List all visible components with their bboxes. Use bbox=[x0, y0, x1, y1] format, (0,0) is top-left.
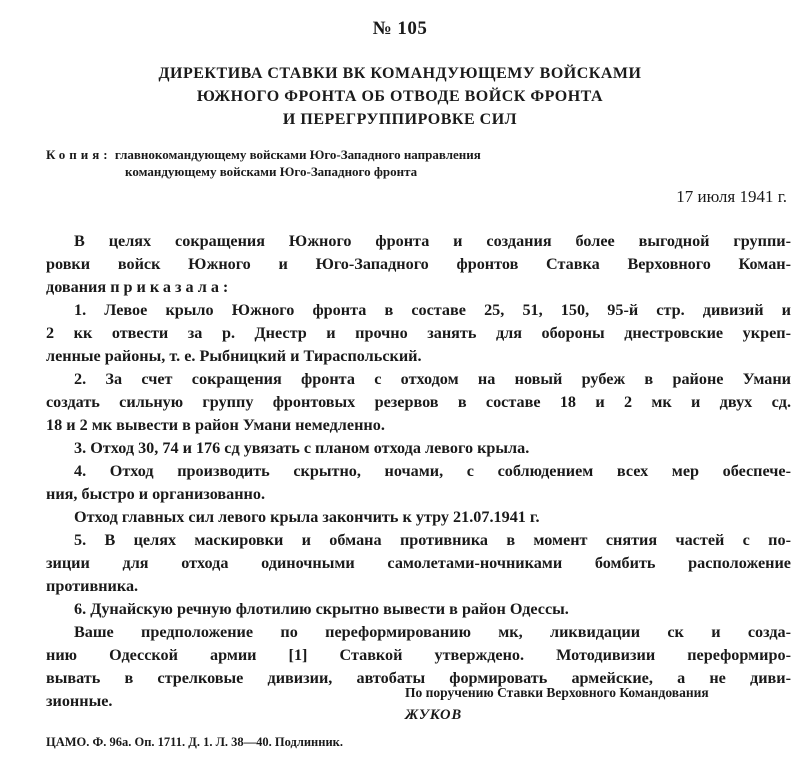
body-line: Ваше предположение по переформированию мк, ликвидации ск и созда- bbox=[74, 623, 791, 641]
body-line: зиции для отхода одиночными самолетами-ночниками бомбить расположение bbox=[46, 554, 791, 572]
body-line: Отход главных сил левого крыла закончить к утру 21.07.1941 г. bbox=[74, 508, 540, 526]
body-line: создать сильную группу фронтовых резервов в составе 18 и 2 мк и двух сд. bbox=[46, 393, 791, 411]
document-number: № 105 bbox=[372, 18, 428, 39]
body-line: 18 и 2 мк вывести в район Умани немедленно. bbox=[46, 416, 385, 434]
body-line: ленные районы, т. е. Рыбницкий и Тираспольский. bbox=[46, 347, 422, 365]
body-line: ровки войск Южного и Юго-Западного фронтов Ставка Верховного Коман- bbox=[46, 255, 791, 273]
body-line: 3. Отход 30, 74 и 176 сд увязать с планом отхода левого крыла. bbox=[74, 439, 530, 457]
signature-block bbox=[405, 682, 795, 726]
body-line: вывать в стрелковые дивизии, автобаты формировать армейские, а не диви- bbox=[46, 669, 791, 687]
document-title bbox=[0, 62, 800, 131]
document-body bbox=[46, 230, 791, 713]
title-line: ДИРЕКТИВА СТАВКИ ВК КОМАНДУЮЩЕМУ ВОЙСКАМИ bbox=[158, 65, 642, 82]
body-line: 6. Дунайскую речную флотилию скрытно вывести в район Одессы. bbox=[74, 600, 569, 618]
body-line: 5. В целях маскировки и обмана противника в момент снятия частей с по- bbox=[74, 531, 791, 549]
copy-recipient: командующему войсками Юго-Западного фронта bbox=[125, 164, 418, 179]
body-line: зионные. bbox=[46, 692, 113, 710]
body-line: 2 кк отвести за р. Днестр и прочно занять для обороны днестровские укреп- bbox=[46, 324, 791, 342]
document-date: 17 июля 1941 г. bbox=[676, 187, 787, 206]
copy-recipient: главнокомандующему войсками Юго-Западного направления bbox=[114, 147, 481, 162]
body-line bbox=[46, 276, 791, 299]
copy-recipients bbox=[46, 146, 766, 180]
body-line: 2. За счет сокращения фронта с отходом на новый рубеж в районе Умани bbox=[74, 370, 791, 388]
orders-word: приказала: bbox=[110, 278, 233, 296]
body-text-fragment: дования bbox=[46, 278, 111, 296]
archive-reference: ЦАМО. Ф. 96а. Оп. 1711. Д. 1. Л. 38—40. Подлинник. bbox=[46, 735, 343, 749]
body-line: 1. Левое крыло Южного фронта в составе 25, 51, 150, 95-й стр. дивизий и bbox=[74, 301, 791, 319]
body-line: 4. Отход производить скрытно, ночами, с соблюдением всех мер обеспече- bbox=[74, 462, 791, 480]
body-line: противника. bbox=[46, 577, 139, 595]
signature-name: ЖУКОВ bbox=[405, 707, 463, 723]
title-line: И ПЕРЕГРУППИРОВКЕ СИЛ bbox=[282, 111, 518, 128]
body-line: В целях сокращения Южного фронта и создания более выгодной группи- bbox=[74, 232, 791, 250]
body-line: ния, быстро и организованно. bbox=[46, 485, 266, 503]
signature-authority: По поручению Ставки Верховного Командования bbox=[405, 685, 709, 700]
title-line: ЮЖНОГО ФРОНТА ОБ ОТВОДЕ ВОЙСК ФРОНТА bbox=[196, 88, 604, 105]
copy-label: Копия: bbox=[46, 147, 112, 162]
body-line: нию Одесской армии [1] Ставкой утверждено. Мотодивизии переформиро- bbox=[46, 646, 791, 664]
